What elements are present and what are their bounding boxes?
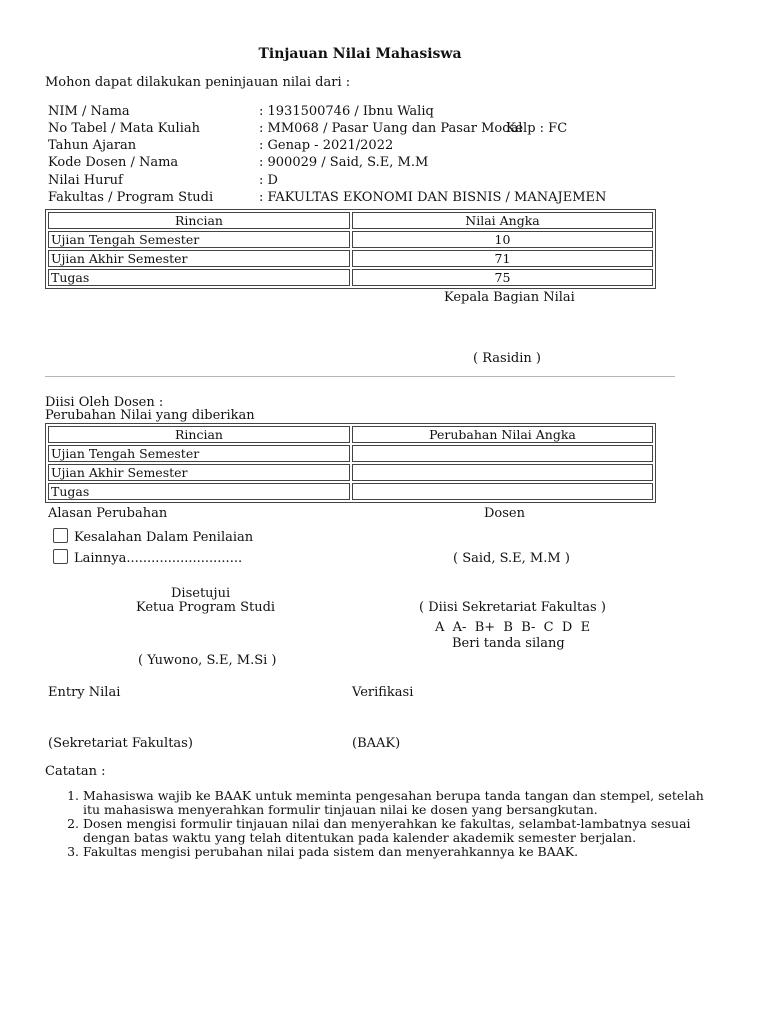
lecturer-name: ( Said, S.E, M.M ) xyxy=(453,551,570,566)
verification-by: (BAAK) xyxy=(352,736,401,751)
cross-instruction: Beri tanda silang xyxy=(452,636,565,651)
entry-label: Entry Nilai xyxy=(48,685,121,700)
table-row xyxy=(48,231,653,248)
page-title: Tinjauan Nilai Mahasiswa xyxy=(258,46,462,62)
field-label-faculty: Fakultas / Program Studi xyxy=(48,190,214,205)
intro-text: Mohon dapat dilakukan peninjauan nilai dari : xyxy=(45,75,351,90)
table-row xyxy=(48,464,653,481)
table-cell-value: 75 xyxy=(352,269,653,286)
reason-option-assessment-error: Kesalahan Dalam Penilaian xyxy=(74,530,254,545)
table-header-cell: Rincian xyxy=(48,212,350,229)
field-label-year: Tahun Ajaran xyxy=(48,138,137,153)
table-row xyxy=(48,250,653,267)
table-row xyxy=(48,445,653,462)
section-divider xyxy=(45,376,675,377)
table-cell-item: Ujian Tengah Semester xyxy=(48,231,350,248)
entry-by: (Sekretariat Fakultas) xyxy=(48,736,193,751)
program-head-name: ( Yuwono, S.E, M.Si ) xyxy=(138,653,277,668)
table-header-cell: Perubahan Nilai Angka xyxy=(352,426,653,443)
secretariat-note: ( Diisi Sekretariat Fakultas ) xyxy=(419,600,606,615)
table-header-row xyxy=(48,212,653,229)
grades-table xyxy=(45,209,656,289)
table-cell-value: 10 xyxy=(352,231,653,248)
head-name: ( Rasidin ) xyxy=(473,351,541,366)
field-label-nim: NIM / Nama xyxy=(48,104,130,119)
head-role: Kepala Bagian Nilai xyxy=(444,290,575,305)
field-value-course: : MM068 / Pasar Uang dan Pasar Modal xyxy=(259,121,523,136)
program-head-role: Ketua Program Studi xyxy=(136,600,276,615)
field-value-nim: : 1931500746 / Ibnu Waliq xyxy=(259,104,434,119)
table-cell-item: Tugas xyxy=(48,483,350,500)
reason-checkbox-assessment-error[interactable] xyxy=(53,528,68,543)
table-row xyxy=(48,483,653,500)
table-cell-item: Ujian Tengah Semester xyxy=(48,445,350,462)
filled-by-lecturer-label: Diisi Oleh Dosen : xyxy=(45,395,164,410)
field-value-group: Kelp : FC xyxy=(506,121,568,136)
reason-option-other: Lainnya............................ xyxy=(74,551,243,566)
grade-change-table xyxy=(45,423,656,503)
table-cell-value[interactable] xyxy=(352,464,653,481)
change-reason-label: Alasan Perubahan xyxy=(48,506,168,521)
table-cell-item: Ujian Akhir Semester xyxy=(48,464,350,481)
notes-label: Catatan : xyxy=(45,764,106,779)
approved-label: Disetujui xyxy=(171,586,231,601)
list-item: 2. Dosen mengisi formulir tinjauan nilai dan menyerahkan ke fakultas, selambat-lambatnya sesuai dengan batas waktu yang telah ditentukan pada kalender akademik semester berjalan. xyxy=(83,817,723,845)
notes-list xyxy=(45,789,723,859)
field-label-lecturer: Kode Dosen / Nama xyxy=(48,155,179,170)
field-label-grade-letter: Nilai Huruf xyxy=(48,173,123,188)
lecturer-role: Dosen xyxy=(484,506,525,521)
grade-change-subtitle: Perubahan Nilai yang diberikan xyxy=(45,408,255,423)
table-header-row xyxy=(48,426,653,443)
table-cell-value[interactable] xyxy=(352,483,653,500)
table-cell-item: Tugas xyxy=(48,269,350,286)
list-item: 3. Fakultas mengisi perubahan nilai pada sistem dan menyerahkannya ke BAAK. xyxy=(83,845,723,859)
field-value-faculty: : FAKULTAS EKONOMI DAN BISNIS / MANAJEMEN xyxy=(259,190,607,205)
field-value-lecturer: : 900029 / Said, S.E, M.M xyxy=(259,155,429,170)
table-header-cell: Rincian xyxy=(48,426,350,443)
field-label-course: No Tabel / Mata Kuliah xyxy=(48,121,200,136)
table-cell-item: Ujian Akhir Semester xyxy=(48,250,350,267)
list-item: 1. Mahasiswa wajib ke BAAK untuk meminta pengesahan berupa tanda tangan dan stempel, setelah itu mahasiswa menyerahkan formulir tinjauan nilai ke dosen yang bersangkutan. xyxy=(83,789,723,817)
verification-label: Verifikasi xyxy=(352,685,414,700)
table-header-cell: Nilai Angka xyxy=(352,212,653,229)
reason-checkbox-other[interactable] xyxy=(53,549,68,564)
table-row xyxy=(48,269,653,286)
field-value-year: : Genap - 2021/2022 xyxy=(259,138,394,153)
grade-letter-options[interactable]: A A- B+ B B- C D E xyxy=(435,620,591,635)
field-value-grade-letter: : D xyxy=(259,173,278,188)
table-cell-value[interactable] xyxy=(352,445,653,462)
table-cell-value: 71 xyxy=(352,250,653,267)
